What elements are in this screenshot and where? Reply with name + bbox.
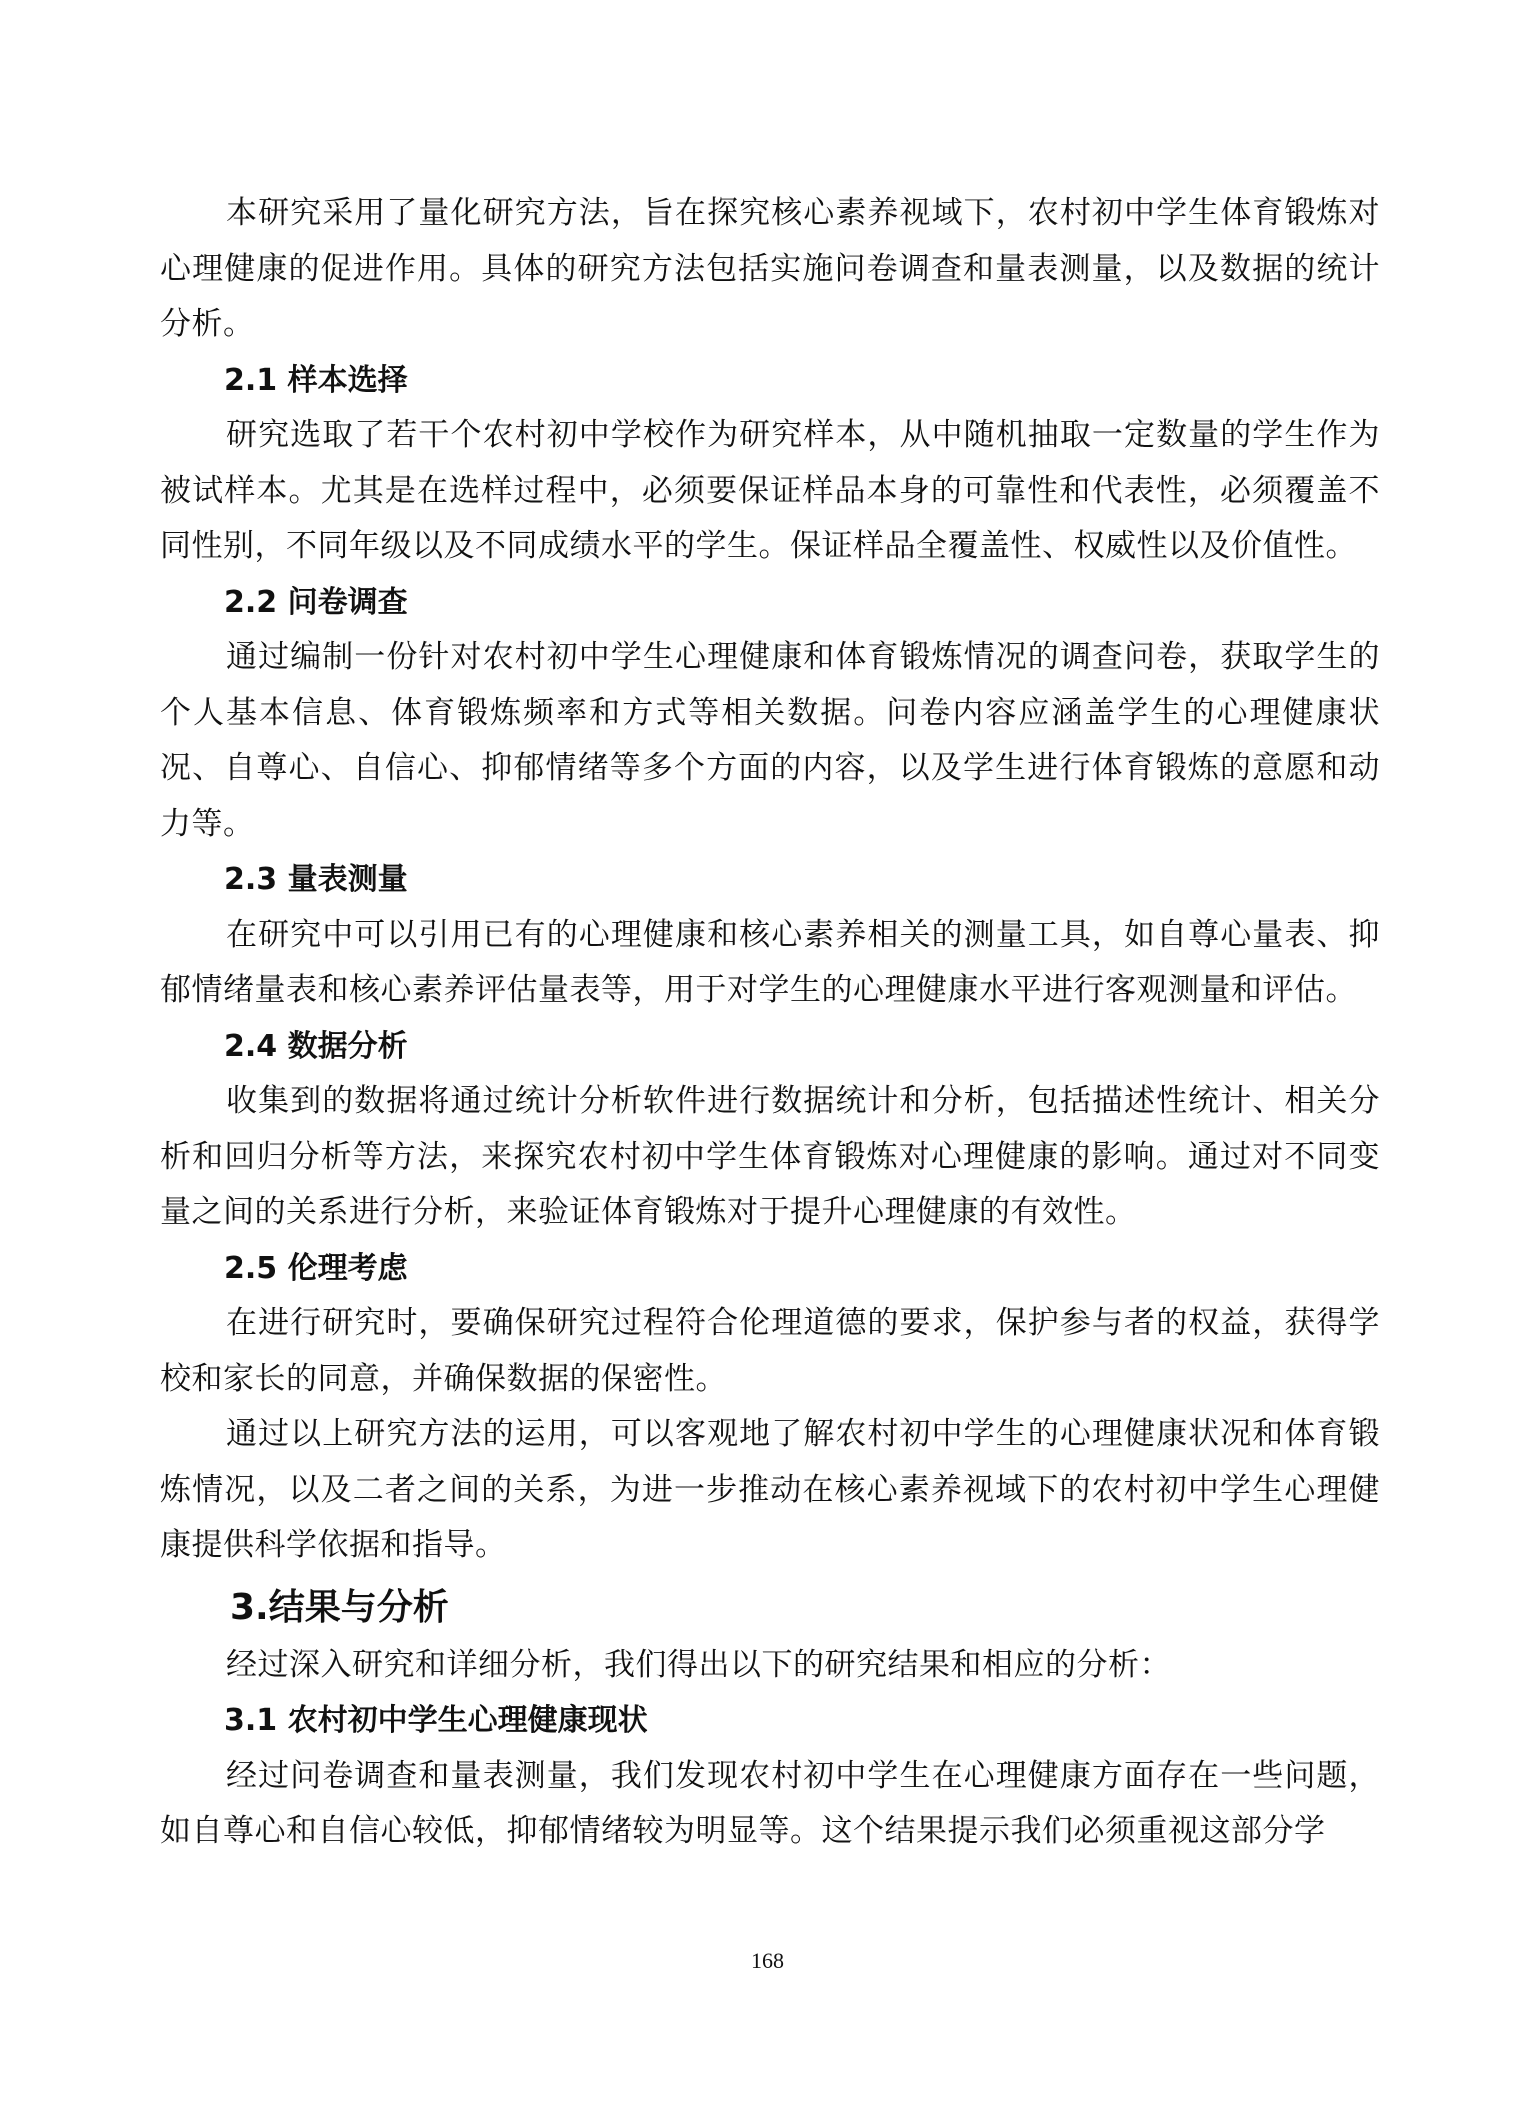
paragraph-mental-health-status: 经过问卷调查和量表测量，我们发现农村初中学生在心理健康方面存在一些问题，如自尊心和自信心较低，抑郁情绪较为明显等。这个结果提示我们必须重视这部分学 [160, 1757, 1380, 1849]
paragraph-results-intro: 经过深入研究和详细分析，我们得出以下的研究结果和相应的分析： [226, 1646, 1171, 1683]
heading-ethics: 2.5 伦理考虑 [224, 1250, 408, 1286]
paragraph-scale-measurement: 在研究中可以引用已有的心理健康和核心素养相关的测量工具，如自尊心量表、抑郁情绪量表和核心素养评估量表等，用于对学生的心理健康水平进行客观测量和评估。 [160, 916, 1380, 1008]
paragraph-ethics: 在进行研究时，要确保研究过程符合伦理道德的要求，保护参与者的权益，获得学校和家长的同意，并确保数据的保密性。 [160, 1305, 1380, 1397]
paragraph-data-analysis: 收集到的数据将通过统计分析软件进行数据统计和分析，包括描述性统计、相关分析和回归分析等方法，来探究农村初中学生体育锻炼对心理健康的影响。通过对不同变量之间的关系进行分析，来验证体育锻炼对于提升心理健康的有效性。 [160, 1083, 1380, 1230]
paragraph-sample-selection: 研究选取了若干个农村初中学校作为研究样本，从中随机抽取一定数量的学生作为被试样本。尤其是在选样过程中，必须要保证样品本身的可靠性和代表性，必须覆盖不同性别，不同年级以及不同成绩水平的学生。保证样品全覆盖性、权威性以及价值性。 [160, 417, 1380, 564]
page-number: 168 [751, 1948, 784, 1973]
paragraph-questionnaire: 通过编制一份针对农村初中学生心理健康和体育锻炼情况的调查问卷，获取学生的个人基本信息、体育锻炼频率和方式等相关数据。问卷内容应涵盖学生的心理健康状况、自尊心、自信心、抑郁情绪等多个方面的内容，以及学生进行体育锻炼的意愿和动力等。 [160, 639, 1380, 842]
page-content [160, 186, 1380, 1860]
heading-results-analysis: 3.结果与分析 [230, 1586, 449, 1628]
heading-scale-measurement: 2.3 量表测量 [224, 862, 408, 897]
paragraph-summary: 通过以上研究方法的运用，可以客观地了解农村初中学生的心理健康状况和体育锻炼情况，以及二者之间的关系，为进一步推动在核心素养视域下的农村初中学生心理健康提供科学依据和指导。 [160, 1416, 1380, 1563]
heading-questionnaire: 2.2 问卷调查 [224, 584, 408, 620]
paragraph-intro: 本研究采用了量化研究方法，旨在探究核心素养视域下，农村初中学生体育锻炼对心理健康的促进作用。具体的研究方法包括实施问卷调查和量表测量，以及数据的统计分析。 [160, 195, 1380, 342]
heading-sample-selection: 2.1 样本选择 [224, 362, 408, 398]
heading-data-analysis: 2.4 数据分析 [224, 1028, 408, 1064]
heading-mental-health-status: 3.1 农村初中学生心理健康现状 [224, 1703, 648, 1738]
